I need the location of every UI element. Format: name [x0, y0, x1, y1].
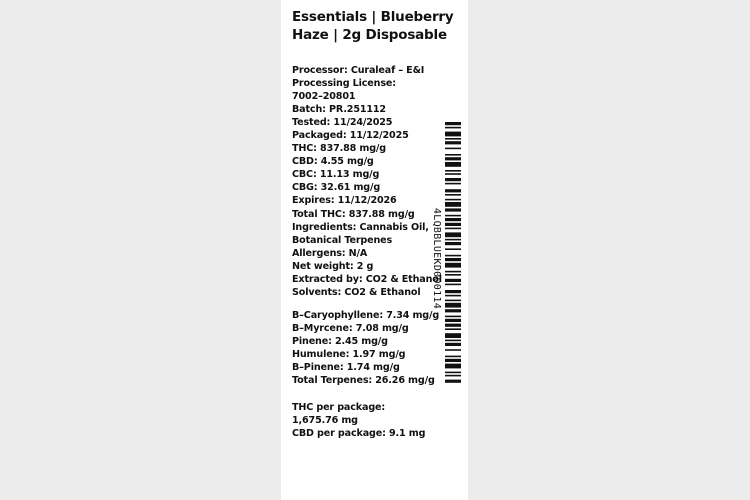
- terpene-line: Pinene: 2.45 mg/g: [292, 336, 388, 348]
- allergens-line: Allergens: N/A: [292, 247, 368, 259]
- terpene-line: B–Pinene: 1.74 mg/g: [292, 362, 400, 374]
- cbd-per-package-line: CBD per package: 9.1 mg: [292, 428, 426, 440]
- terpene-profile: [292, 309, 442, 387]
- barcode: [445, 122, 461, 384]
- terpene-line: Humulene: 1.97 mg/g: [292, 349, 406, 361]
- barcode-number: 4LQBBLUEKD000114: [431, 207, 443, 309]
- barcode-number-wrap: [427, 193, 447, 323]
- cbg-line: CBG: 32.61 mg/g: [292, 182, 381, 194]
- cbd-line: CBD: 4.55 mg/g: [292, 156, 374, 168]
- product-label: [281, 0, 468, 500]
- terpene-line: B–Myrcene: 7.08 mg/g: [292, 323, 409, 335]
- cbc-line: CBC: 11.13 mg/g: [292, 169, 380, 181]
- net-weight-line: Net weight: 2 g: [292, 260, 374, 272]
- thc-per-package-line: THC per package: 1,675.76 mg: [292, 402, 386, 427]
- ingredients-continued-line: Botanical Terpenes: [292, 234, 393, 246]
- total-terpenes-line: Total Terpenes: 26.26 mg/g: [292, 375, 435, 387]
- thc-line: THC: 837.88 mg/g: [292, 143, 386, 155]
- license-number-line: 7002–20801: [292, 91, 356, 103]
- tested-line: Tested: 11/24/2025: [292, 117, 393, 129]
- ingredients-line: Ingredients: Cannabis Oil,: [292, 221, 429, 233]
- product-details: [292, 64, 442, 299]
- solvents-line: Solvents: CO2 & Ethanol: [292, 286, 421, 298]
- product-title: Essentials | Blueberry Haze | 2g Disposable: [292, 9, 454, 43]
- terpene-line: B–Caryophyllene: 7.34 mg/g: [292, 310, 440, 321]
- packaged-line: Packaged: 11/12/2025: [292, 130, 409, 142]
- package-totals: [292, 401, 432, 440]
- license-label-line: Processing License:: [292, 78, 396, 90]
- processor-line: Processor: Curaleaf – E&I: [292, 65, 425, 76]
- expires-line: Expires: 11/12/2026: [292, 195, 397, 207]
- extracted-by-line: Extracted by: CO2 & Ethanol: [292, 273, 442, 285]
- batch-line: Batch: PR.251112: [292, 104, 386, 116]
- total-thc-line: Total THC: 837.88 mg/g: [292, 208, 415, 220]
